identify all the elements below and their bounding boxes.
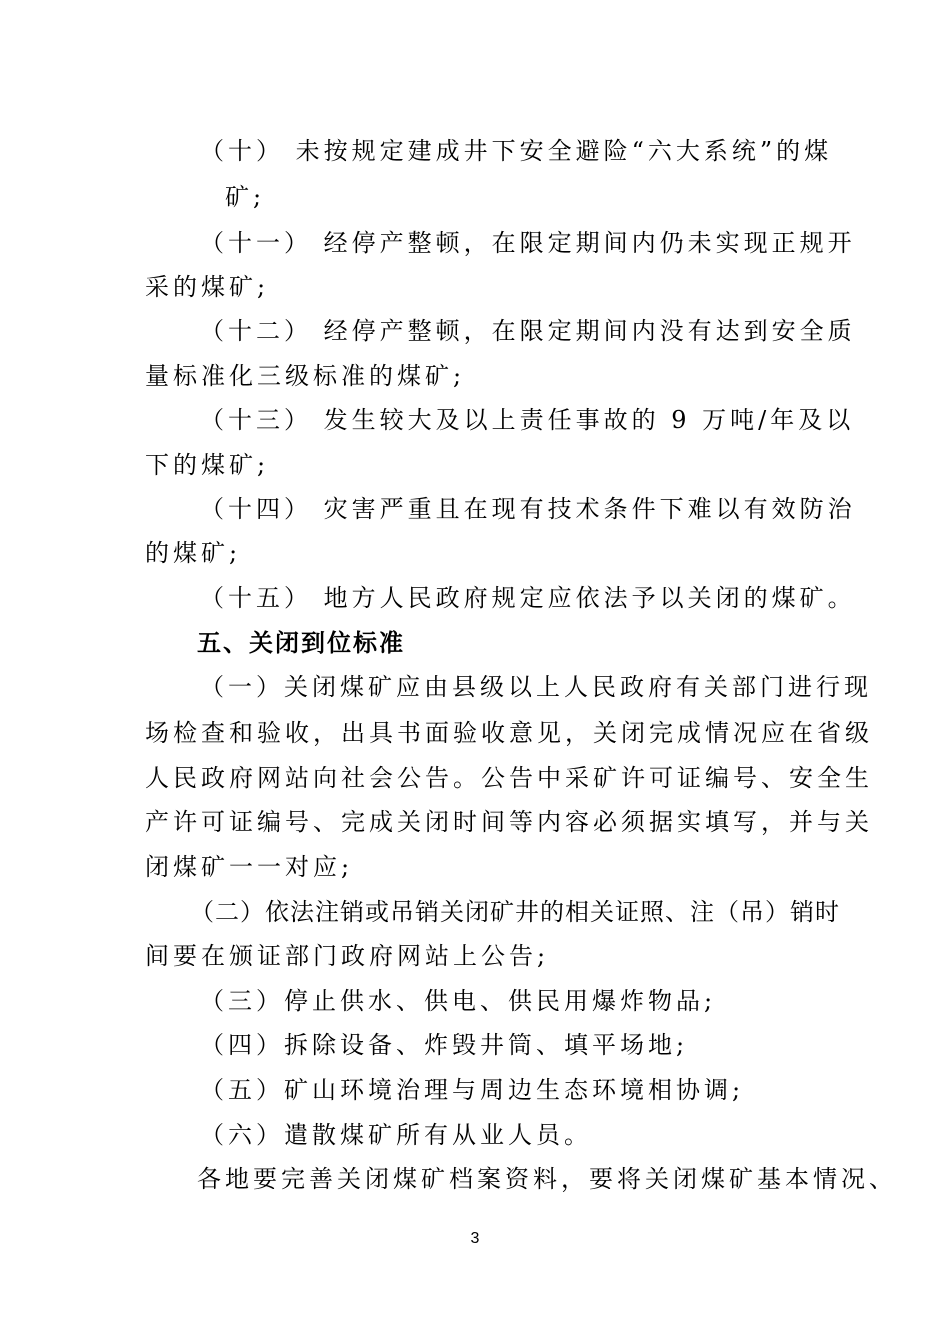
item-10-line2: 矿; <box>225 183 266 211</box>
closing-paragraph-line1: 各地要完善关闭煤矿档案资料，要将关闭煤矿基本情况、 <box>197 1165 897 1193</box>
standard-1-line4: 产许可证编号、完成关闭时间等内容必须据实填写，并与关 <box>145 808 873 836</box>
item-11-line1: （十一） 经停产整顿，在限定期间内仍未实现正规开 <box>200 229 856 257</box>
item-11-line2: 采的煤矿; <box>145 273 270 301</box>
page-number: 3 <box>470 1230 480 1247</box>
standard-6: （六）遣散煤矿所有从业人员。 <box>200 1121 592 1149</box>
standard-2-line1: （二）依法注销或吊销关闭矿井的相关证照、注（吊）销时 <box>190 898 840 926</box>
standard-1-line2: 场检查和验收，出具书面验收意见，关闭完成情况应在省级 <box>145 719 873 747</box>
standard-5: （五）矿山环境治理与周边生态环境相协调; <box>200 1076 745 1104</box>
item-14-line1: （十四） 灾害严重且在现有技术条件下难以有效防治 <box>200 495 856 523</box>
item-14-line2: 的煤矿; <box>145 539 242 567</box>
item-10-line1: （十） 未按规定建成井下安全避险“六大系统”的煤 <box>200 137 833 165</box>
standard-1-line3: 人民政府网站向社会公告。公告中采矿许可证编号、安全生 <box>145 764 873 792</box>
standard-2-line2: 间要在颁证部门政府网站上公告; <box>145 942 550 970</box>
item-12-line2: 量标准化三级标准的煤矿; <box>145 362 466 390</box>
item-15-line1: （十五） 地方人民政府规定应依法予以关闭的煤矿。 <box>200 584 856 612</box>
standard-1-line1: （一）关闭煤矿应由县级以上人民政府有关部门进行现 <box>200 673 872 701</box>
item-13-line1: （十三） 发生较大及以上责任事故的 9 万吨/年及以 <box>200 406 855 434</box>
item-12-line1: （十二） 经停产整顿，在限定期间内没有达到安全质 <box>200 317 856 345</box>
item-13-line2: 下的煤矿; <box>145 451 270 479</box>
standard-4: （四）拆除设备、炸毁井筒、填平场地; <box>200 1031 689 1059</box>
section-heading: 五、关闭到位标准 <box>197 629 405 657</box>
standard-3: （三）停止供水、供电、供民用爆炸物品; <box>200 987 717 1015</box>
standard-1-line5: 闭煤矿一一对应; <box>145 853 354 881</box>
